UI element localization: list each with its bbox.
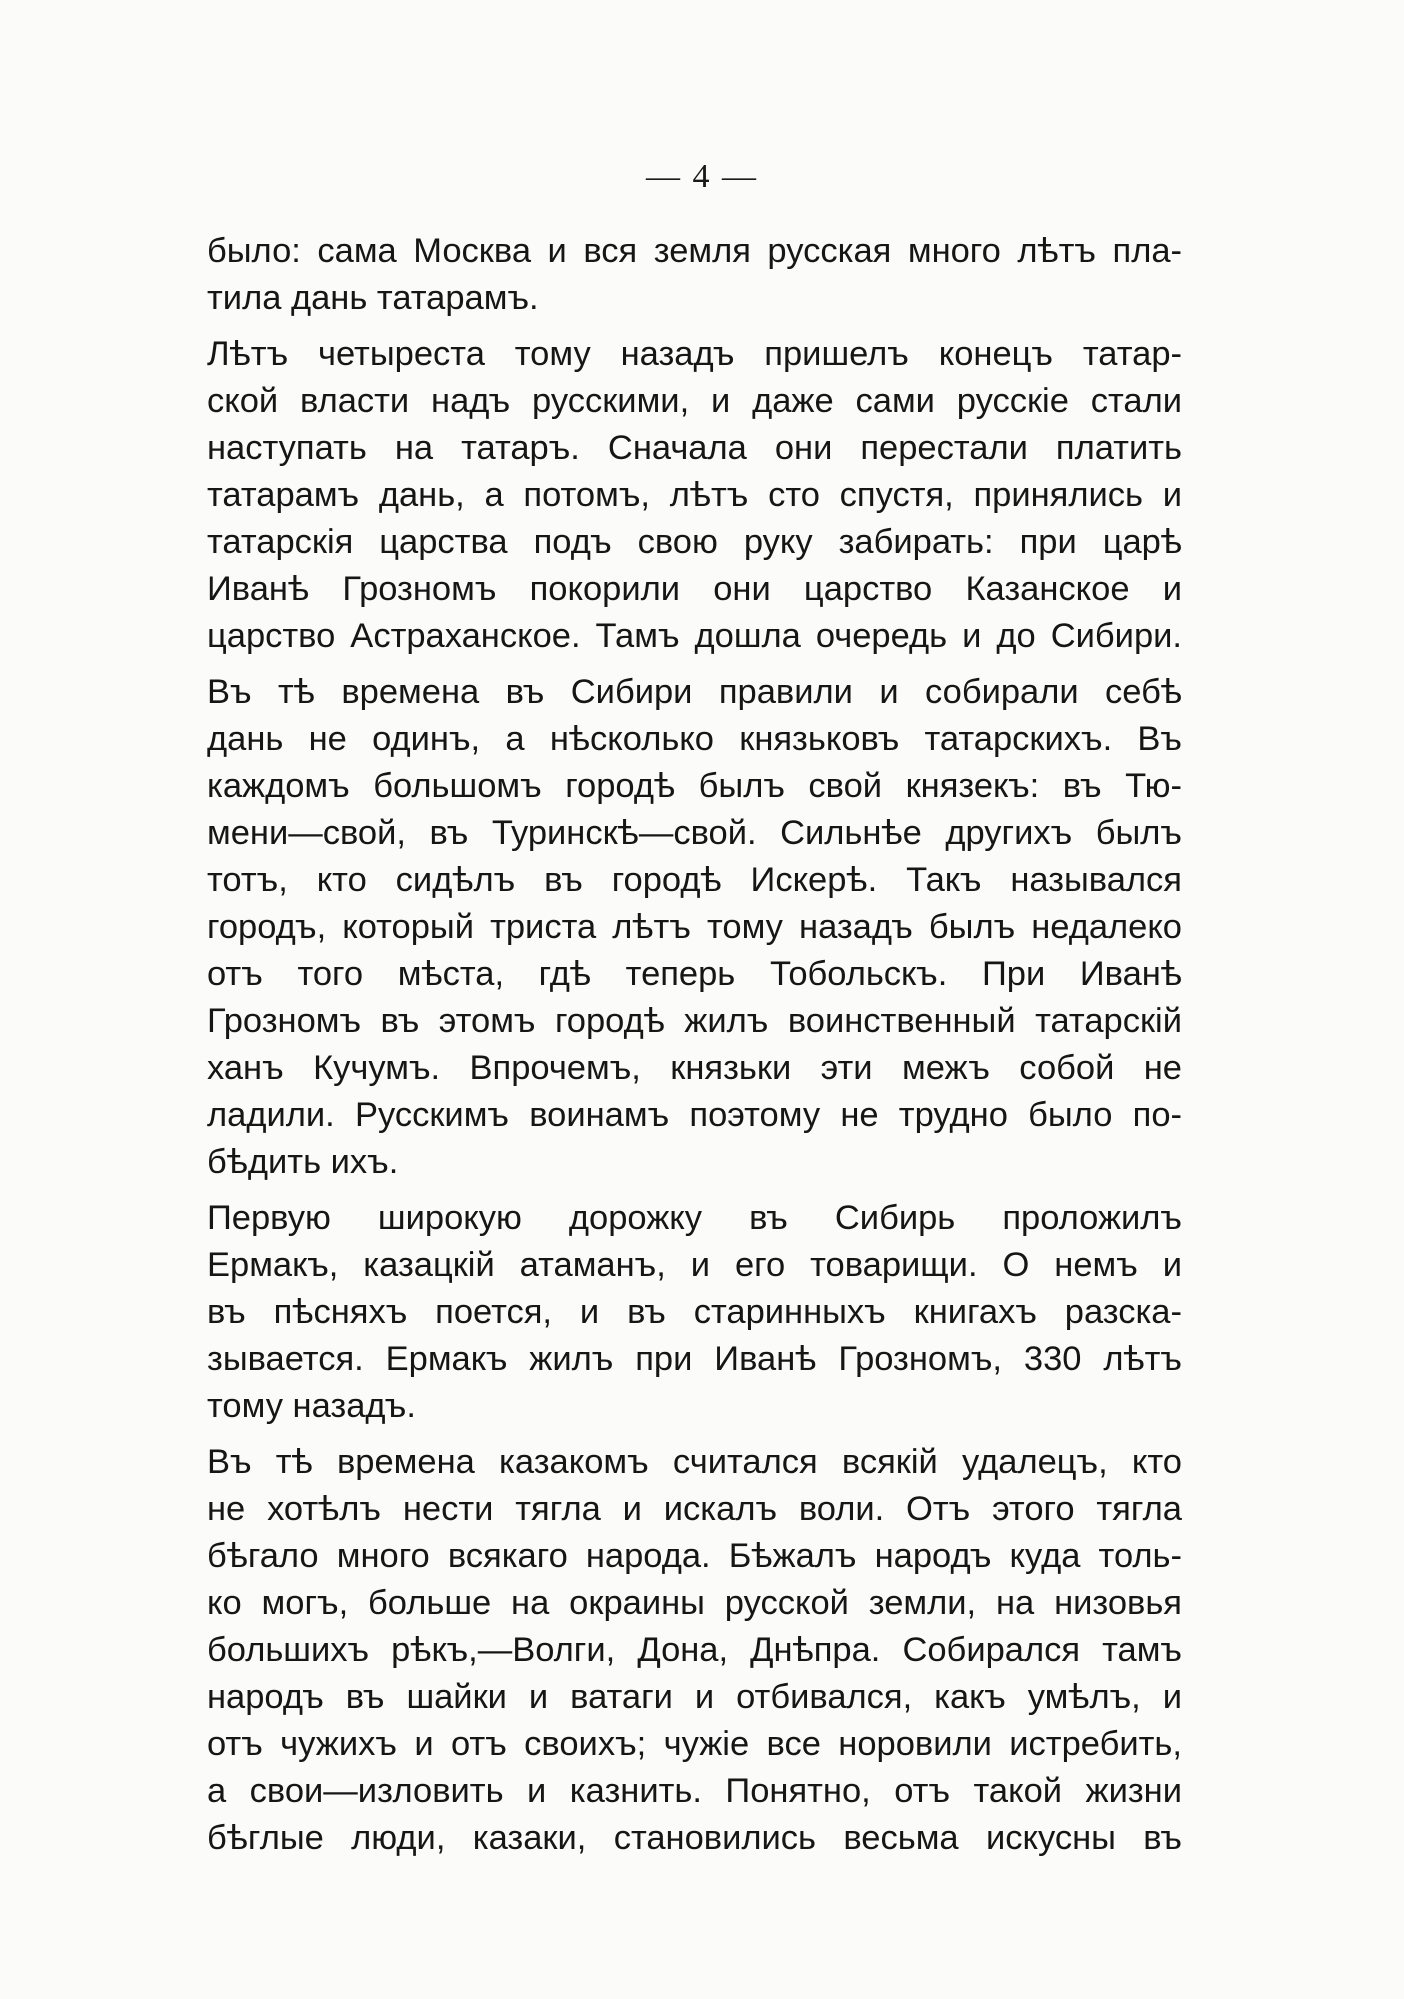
paragraph-2	[207, 331, 1182, 660]
text-line: Въ тѣ времена въ Сибири правили и собирали себѣ	[207, 673, 1182, 711]
text-line: мени—свой, въ Туринскѣ—свой. Сильнѣе другихъ былъ	[207, 814, 1182, 852]
page-number: — 4 —	[646, 158, 758, 195]
text-line: Первую широкую дорожку въ Сибирь проложилъ	[207, 1199, 1182, 1237]
paragraph-1	[207, 228, 1182, 322]
text-line: тому назадъ.	[207, 1387, 416, 1425]
text-line: а свои—изловить и казнить. Понятно, отъ такой жизни	[207, 1772, 1182, 1810]
text-line: тила дань татарамъ.	[207, 279, 539, 317]
text-line: татарамъ дань, а потомъ, лѣтъ сто спустя, принялись и	[207, 476, 1182, 514]
text-line: отъ чужихъ и отъ своихъ; чужіе все норовили истребить,	[207, 1725, 1182, 1763]
text-line: отъ того мѣста, гдѣ теперь Тобольскъ. При Иванѣ	[207, 955, 1182, 993]
text-line: было: сама Москва и вся земля русская много лѣтъ пла-	[207, 232, 1182, 270]
text-line: Грозномъ въ этомъ городѣ жилъ воинственный татарскій	[207, 1002, 1182, 1040]
paragraph-4	[207, 1195, 1182, 1430]
text-line: бѣгало много всякаго народа. Бѣжалъ народъ куда толь-	[207, 1537, 1182, 1575]
text-line: ладили. Русскимъ воинамъ поэтому не трудно было по-	[207, 1096, 1182, 1134]
text-line: дань не одинъ, а нѣсколько князьковъ татарскихъ. Въ	[207, 720, 1182, 758]
text-line: Лѣтъ четыреста тому назадъ пришелъ конецъ татар-	[207, 335, 1182, 373]
text-line: тотъ, кто сидѣлъ въ городѣ Искерѣ. Такъ назывался	[207, 861, 1182, 899]
text-line: татарскія царства подъ свою руку забирать: при царѣ	[207, 523, 1182, 561]
text-line: бѣдить ихъ.	[207, 1143, 399, 1181]
text-line: Ермакъ, казацкій атаманъ, и его товарищи. О немъ и	[207, 1246, 1182, 1284]
body-text	[207, 228, 1182, 1871]
text-line: наступать на татаръ. Сначала они перестали платить	[207, 429, 1182, 467]
text-line: ко могъ, больше на окраины русской земли, на низовья	[207, 1584, 1182, 1622]
text-line: зывается. Ермакъ жилъ при Иванѣ Грозномъ, 330 лѣтъ	[207, 1340, 1182, 1378]
paragraph-5	[207, 1439, 1182, 1862]
text-line: ской власти надъ русскими, и даже сами русскіе стали	[207, 382, 1182, 420]
text-line: бѣглые люди, казаки, становились весьма искусны въ	[207, 1819, 1182, 1857]
text-line: не хотѣлъ нести тягла и искалъ воли. Отъ этого тягла	[207, 1490, 1182, 1528]
text-line: народъ въ шайки и ватаги и отбивался, какъ умѣлъ, и	[207, 1678, 1182, 1716]
text-line: въ пѣсняхъ поется, и въ старинныхъ книгахъ разска-	[207, 1293, 1182, 1331]
text-line: царство Астраханское. Тамъ дошла очередь и до Сибири.	[207, 617, 1182, 655]
paragraph-3	[207, 669, 1182, 1186]
text-line: Въ тѣ времена казакомъ считался всякій удалецъ, кто	[207, 1443, 1182, 1481]
text-line: Иванѣ Грозномъ покорили они царство Казанское и	[207, 570, 1182, 608]
text-line: каждомъ большомъ городѣ былъ свой князекъ: въ Тю-	[207, 767, 1182, 805]
text-line: городъ, который триста лѣтъ тому назадъ былъ недалеко	[207, 908, 1182, 946]
text-line: ханъ Кучумъ. Впрочемъ, князьки эти межъ собой не	[207, 1049, 1182, 1087]
text-line: большихъ рѣкъ,—Волги, Дона, Днѣпра. Собирался тамъ	[207, 1631, 1182, 1669]
